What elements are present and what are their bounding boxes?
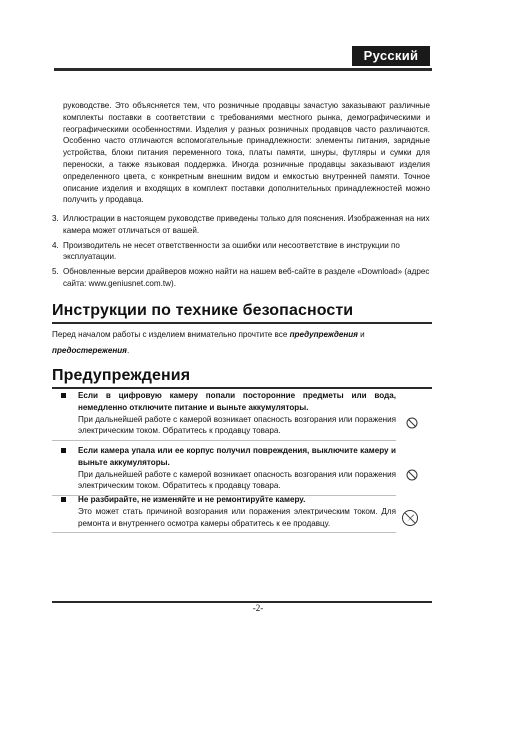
no-disassembly-icon [401,509,419,532]
intro-prefix: Перед началом работы с изделием внимательно прочтите все [52,330,290,339]
square-bullet-icon [61,393,66,398]
list-item [52,213,432,237]
warning-heading: Не разбирайте, не изменяйте и не ремонтируйте камеру. [78,495,306,504]
warning-item [52,445,396,498]
warnings-heading: Предупреждения [52,367,191,384]
list-item [52,266,432,290]
warning-heading: Если камера упала или ее корпус получил повреждения, выключите камеру и выньте аккумуляторы. [78,446,396,467]
list-number: 3. [52,214,59,223]
language-badge: Русский [352,46,430,66]
intro-mid: и [357,330,365,339]
square-bullet-icon [61,448,66,453]
page-number: -2- [252,603,264,613]
list-item [52,240,432,264]
numbered-list [52,213,432,293]
safety-heading-rule [52,322,432,324]
prohibition-icon [406,468,418,486]
header-rule [54,68,432,71]
continuation-paragraph: руководстве. Это объясняется тем, что розничные продавцы зачастую заказывают различные комплекты поставки в соответствии с требованиями местного рынка, демографическими и географическими особенностями. Изделия у разных розничных продавцов часто различаются. Особенно часто отличаются вспомогательные принадлежности: элементы питания, зарядные устройства, блоки питания переменного тока, платы памяти, шнуры, футляры и сумки для переноски, а также языковая поддержка. Иногда розничные продавцы заказывают изделия определенного цвета, с конкретным внешним видом и емкостью внутренней памяти. Точное описание изделия и входящих в комплект поставки дополнительных принадлежностей можно получить у продавца. [63,101,430,205]
list-text: Производитель не несет ответственности за ошибки или несоответствие в инструкции по эксплуатации. [63,240,400,262]
warning-heading: Если в цифровую камеру попали посторонние предметы или вода, немедленно отключите питание и выньте аккумуляторы. [78,391,396,412]
list-text: Иллюстрации в настоящем руководстве приведены только для пояснения. Изображенная на них камера может отличаться от вашей. [63,214,430,235]
intro-suffix: . [126,346,130,355]
warning-description: При дальнейшей работе с камерой возникает опасность возгорания или поражения электрическим током. Обратитесь к продавцу товара. [78,414,396,436]
intro-emphasis-warnings: предупреждения [289,330,358,339]
warning-item [52,494,396,535]
intro-emphasis-cautions: предостережения [52,346,127,355]
safety-intro [52,327,432,359]
prohibition-icon [406,416,418,434]
square-bullet-icon [61,497,66,502]
warning-item [52,390,396,443]
warning-description: При дальнейшей работе с камерой возникает опасность возгорания или поражения электрическим током. Обратитесь к продавцу товара. [78,469,396,491]
warnings-heading-rule [52,387,432,389]
list-number: 5. [52,267,59,277]
list-text: Обновленные версии драйверов можно найти на нашем веб-сайте в разделе «Download» (адрес сайта: www.geniusnet.com.tw). [63,267,430,288]
safety-heading: Инструкции по технике безопасности [52,302,354,319]
warning-description: Это может стать причиной возгорания или поражения электрическим током. Для ремонта и внутреннего осмотра камеры обратитесь к ее продавцу. [78,506,396,528]
list-number: 4. [52,240,59,250]
